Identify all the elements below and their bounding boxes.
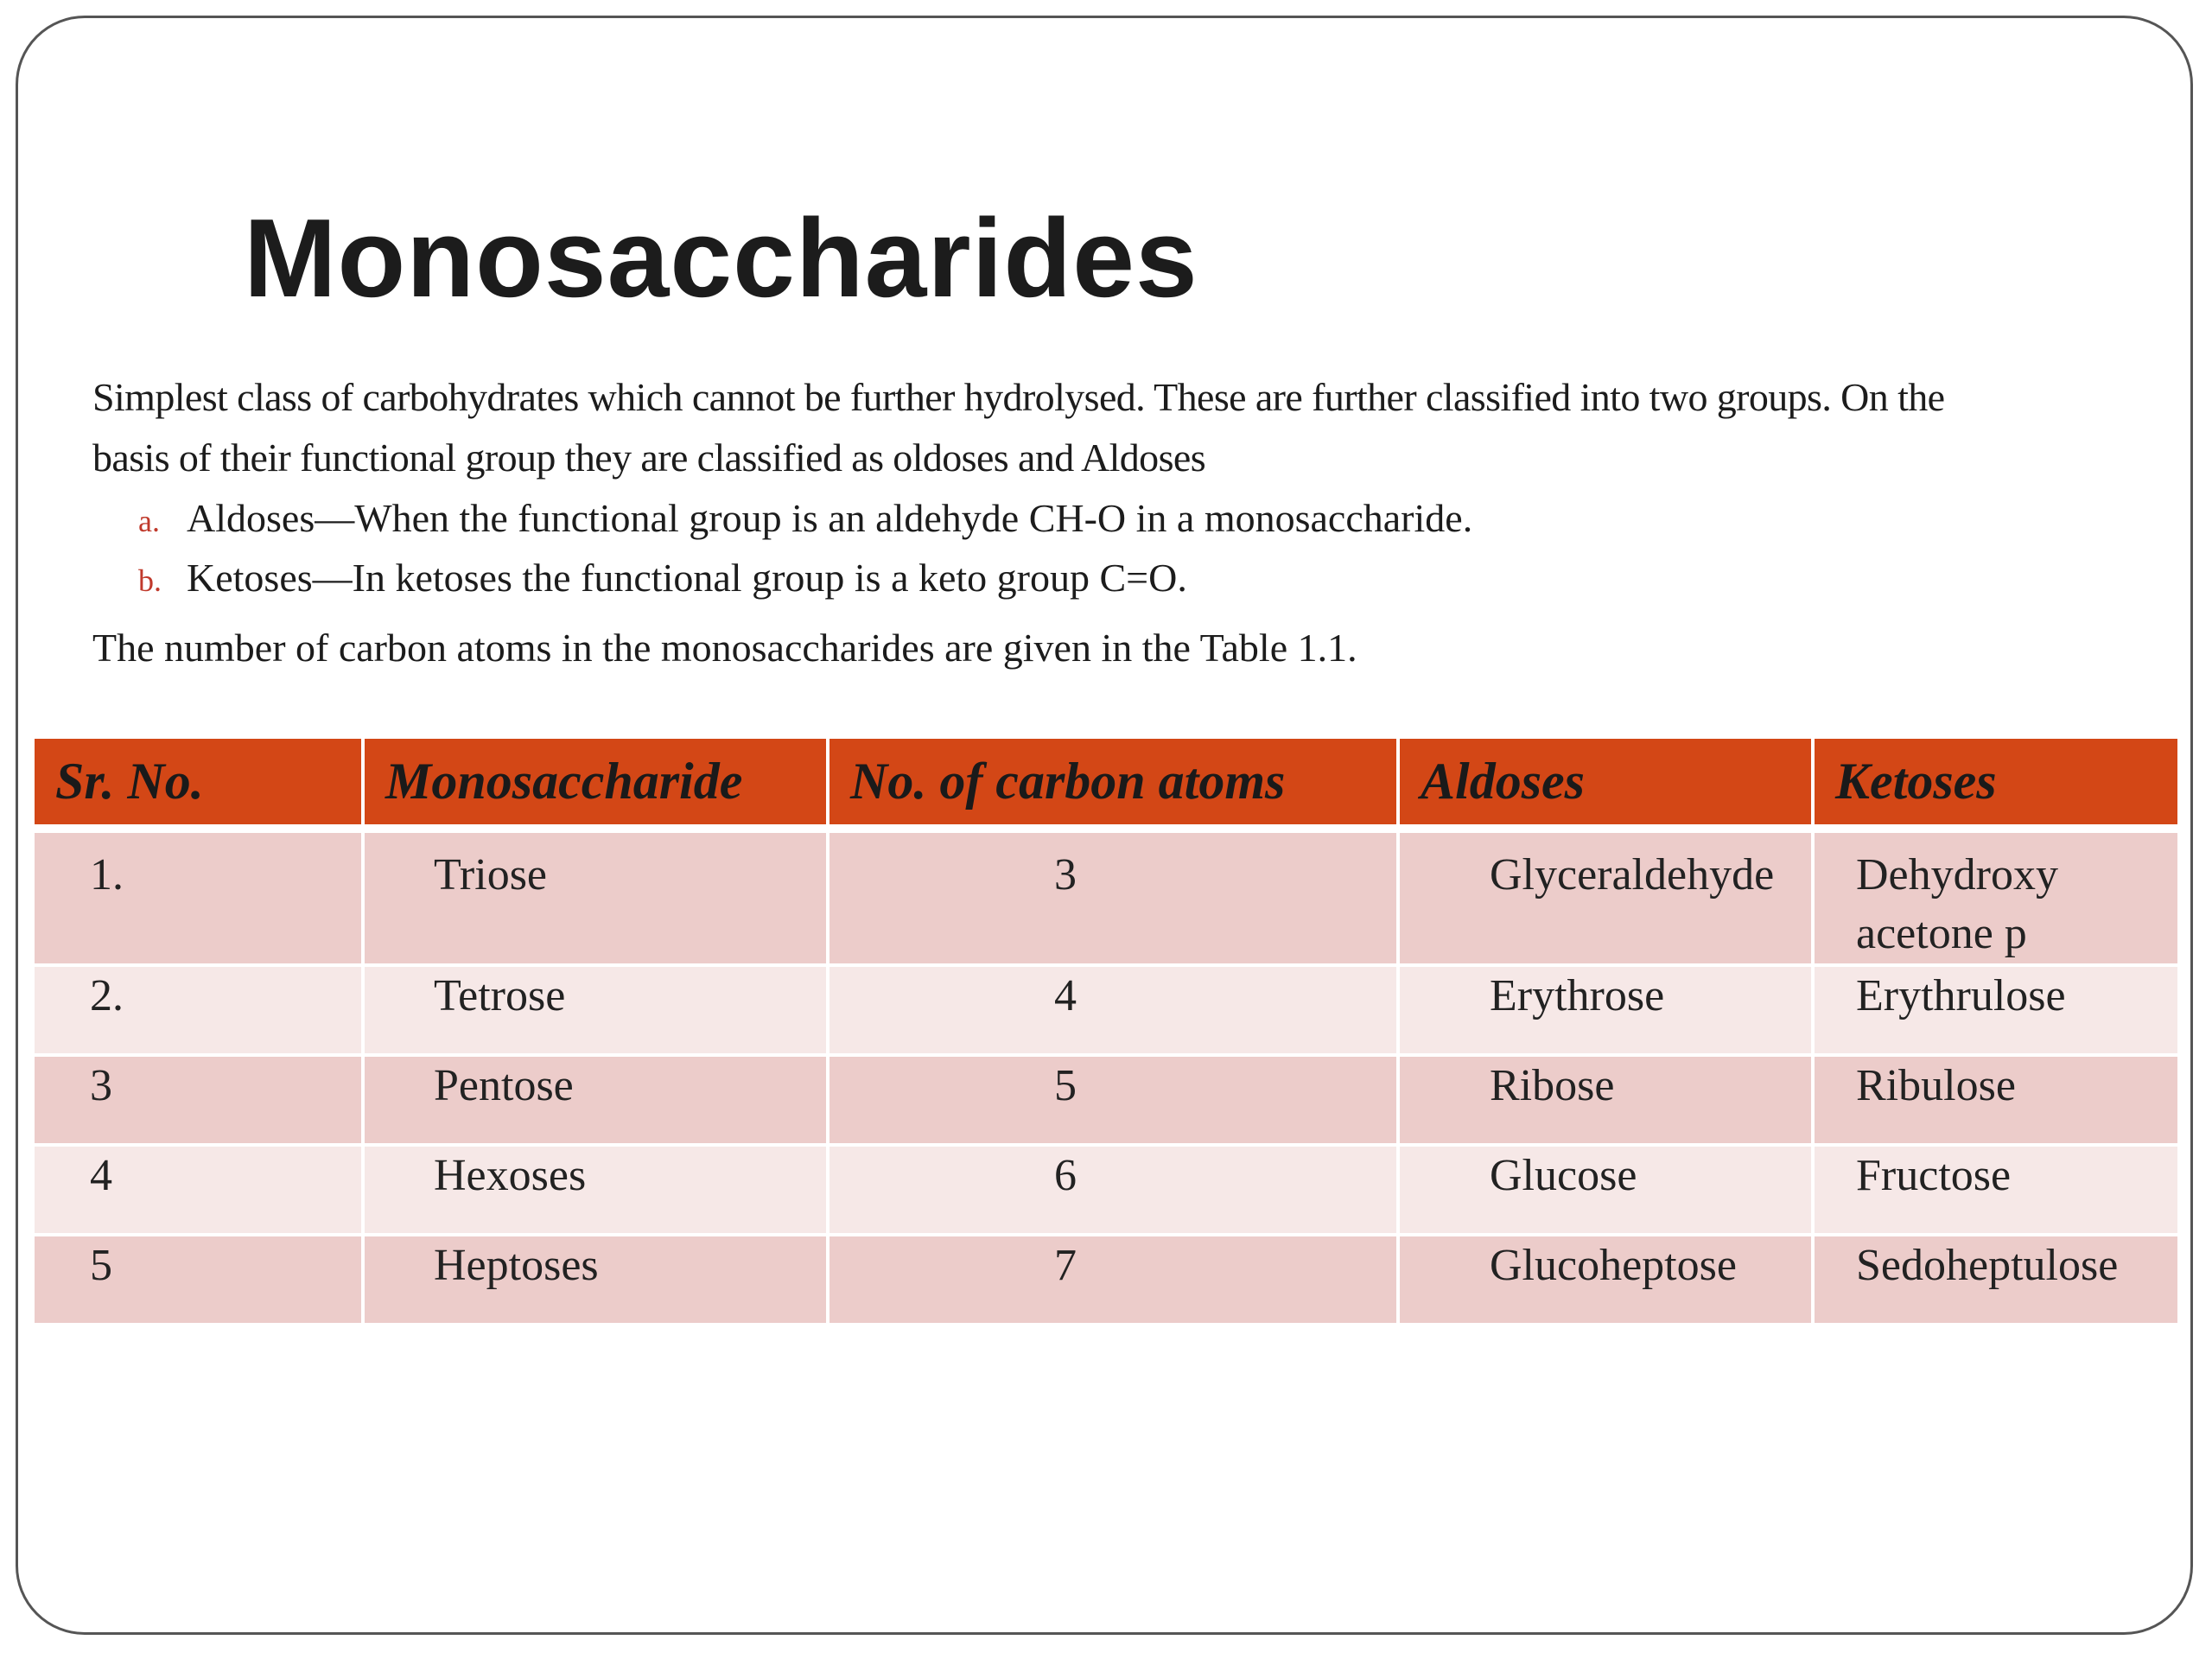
cell-sr-no: 3 <box>35 1055 363 1145</box>
header-carbon-atoms: No. of carbon atoms <box>828 739 1398 829</box>
intro-line-1: Simplest class of carbohydrates which cannot be further hydrolysed. These are further classified into two groups. On the <box>92 375 1945 419</box>
table-row <box>35 1145 2177 1235</box>
cell-carbon-atoms: 5 <box>828 1055 1398 1145</box>
cell-sr-no: 4 <box>35 1145 363 1235</box>
list-marker: b. <box>138 563 162 598</box>
cell-aldose: Erythrose <box>1398 965 1813 1055</box>
cell-ketose: Fructose <box>1813 1145 2177 1235</box>
header-ketoses: Ketoses <box>1813 739 2177 829</box>
monosaccharide-table <box>35 739 2177 1326</box>
header-sr-no: Sr. No. <box>35 739 363 829</box>
cell-ketose: Erythrulose <box>1813 965 2177 1055</box>
intro-paragraph <box>92 367 2166 488</box>
intro-line-2: basis of their functional group they are classified as oldoses and Aldoses <box>92 435 1206 480</box>
cell-carbon-atoms: 7 <box>828 1235 1398 1325</box>
cell-monosaccharide: Heptoses <box>363 1235 828 1325</box>
cell-aldose: Ribose <box>1398 1055 1813 1145</box>
list-item-text: Ketoses—In ketoses the functional group is a keto group C=O. <box>187 556 1187 600</box>
table-row <box>35 1235 2177 1325</box>
cell-monosaccharide: Pentose <box>363 1055 828 1145</box>
cell-aldose: Glucoheptose <box>1398 1235 1813 1325</box>
list-item-ketoses <box>138 548 1472 607</box>
table-row <box>35 965 2177 1055</box>
slide-title: Monosaccharides <box>244 196 1198 321</box>
cell-ketose: Ribulose <box>1813 1055 2177 1145</box>
cell-monosaccharide: Hexoses <box>363 1145 828 1235</box>
list-marker: a. <box>138 504 160 538</box>
cell-monosaccharide: Tetrose <box>363 965 828 1055</box>
table-header-row <box>35 739 2177 829</box>
cell-carbon-atoms: 3 <box>828 829 1398 965</box>
table-row <box>35 1055 2177 1145</box>
cell-aldose: Glucose <box>1398 1145 1813 1235</box>
list-item-aldoses <box>138 488 1472 548</box>
table-row <box>35 829 2177 965</box>
list-item-text: Aldoses—When the functional group is an aldehyde CH-O in a monosaccharide. <box>187 496 1473 540</box>
header-monosaccharide: Monosaccharide <box>363 739 828 829</box>
cell-carbon-atoms: 4 <box>828 965 1398 1055</box>
cell-sr-no: 1. <box>35 829 363 965</box>
cell-sr-no: 5 <box>35 1235 363 1325</box>
cell-sr-no: 2. <box>35 965 363 1055</box>
classification-list <box>138 488 1472 607</box>
header-aldoses: Aldoses <box>1398 739 1813 829</box>
cell-ketose-text: Dehydroxy acetone p <box>1856 850 2058 958</box>
table-note: The number of carbon atoms in the monosaccharides are given in the Table 1.1. <box>92 626 1357 670</box>
cell-aldose: Glyceraldehyde <box>1398 829 1813 965</box>
cell-monosaccharide: Triose <box>363 829 828 965</box>
cell-ketose: Sedoheptulose <box>1813 1235 2177 1325</box>
cell-carbon-atoms: 6 <box>828 1145 1398 1235</box>
cell-ketose <box>1813 829 2177 965</box>
